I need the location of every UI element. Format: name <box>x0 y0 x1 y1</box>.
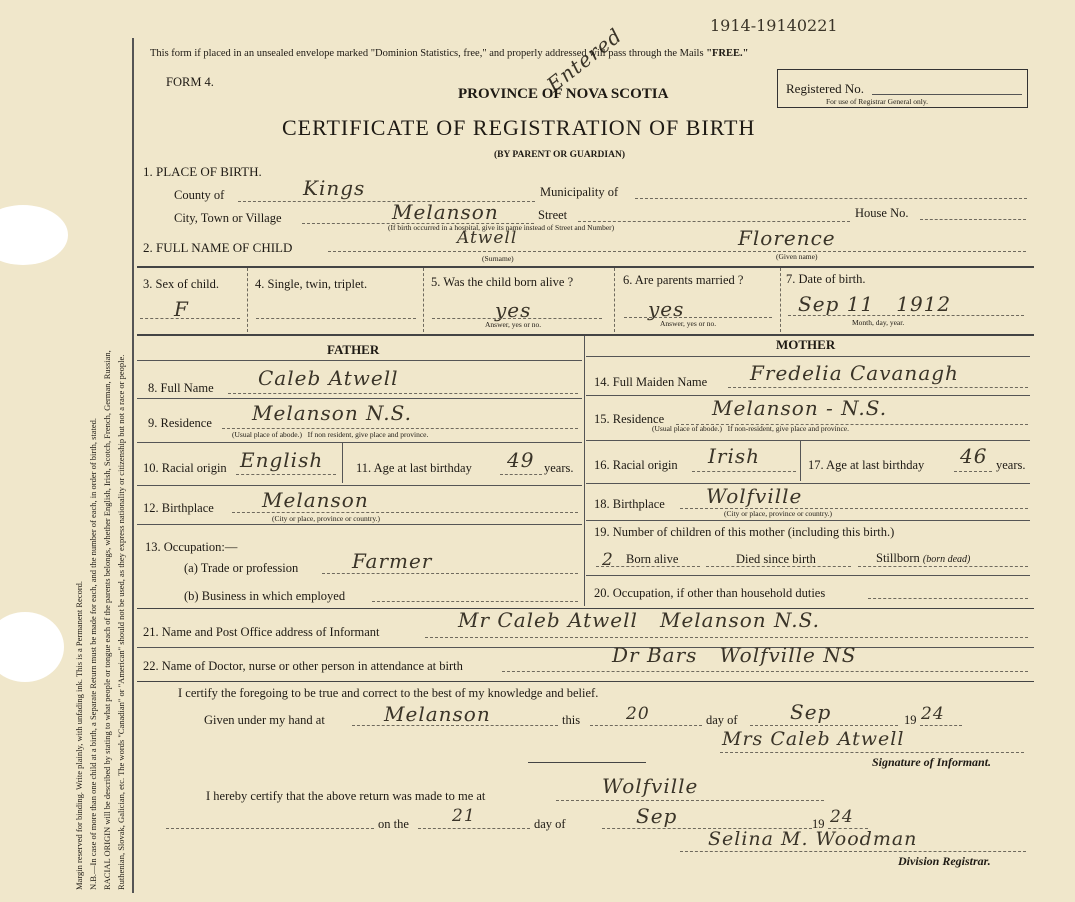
margin-note-racial: RACIAL ORIGIN will be described by stating to what people or tongue each of the parents belongs, whether English, Irish, Scotch, French, German, Russian, <box>102 350 112 890</box>
child-name-label: 2. FULL NAME OF CHILD <box>143 240 293 255</box>
date-of-birth-label: 7. Date of birth. <box>786 272 866 286</box>
mother-residence-label: 15. Residence <box>594 412 665 426</box>
father-heading: FATHER <box>327 342 380 357</box>
stillborn-note: (born dead) <box>922 554 971 565</box>
father-age-value: 49 <box>507 448 535 472</box>
binding-hole-bottom <box>0 612 64 682</box>
father-birthplace-value: Melanson <box>262 488 369 512</box>
mother-birthplace-note: (City or place, province or country.) <box>724 509 833 518</box>
plurality-label: 4. Single, twin, triplet. <box>255 277 368 291</box>
father-age-label: 11. Age at last birthday <box>356 461 472 475</box>
informant-value: Mr Caleb Atwell Melanson N.S. <box>458 608 820 632</box>
doctor-value: Dr Bars Wolfville NS <box>612 643 857 667</box>
mother-children-label: 19. Number of children of this mother (including this birth.) <box>594 525 895 539</box>
sex-label: 3. Sex of child. <box>143 277 220 291</box>
registrar-year-prefix: 19 <box>812 817 825 831</box>
mother-age-value: 46 <box>960 444 988 468</box>
county-value: Kings <box>303 176 366 200</box>
registrar-day-of-label: day of <box>534 817 566 831</box>
stillborn-label <box>876 551 970 566</box>
born-alive-answer: yes <box>495 298 532 322</box>
father-trade-value: Farmer <box>352 549 433 573</box>
father-residence-label: 9. Residence <box>148 416 212 430</box>
given-day-of-label: day of <box>706 713 738 727</box>
city-label: City, Town or Village <box>174 211 282 225</box>
street-label: Street <box>538 208 568 222</box>
margin-note-nb: N.B.—In case of more than one child at a birth, a Separate Return must be made for each, and the number of each, in order of birth, stated. <box>88 417 98 890</box>
surname-note: (Surname) <box>482 254 514 263</box>
born-alive-label: Born alive <box>626 552 679 566</box>
born-alive-count: 2 <box>602 550 614 570</box>
born-alive-question: 5. Was the child born alive ? <box>431 275 574 289</box>
mother-age-label: 17. Age at last birthday <box>808 458 925 472</box>
mother-residence-value: Melanson - N.S. <box>712 396 888 420</box>
father-racial-label: 10. Racial origin <box>143 461 227 475</box>
hospital-note: (If birth occurred in a hospital, give its name instead of Street and Number) <box>388 223 615 232</box>
mail-notice <box>150 48 748 59</box>
given-month-value: Sep <box>790 700 832 724</box>
given-year-prefix: 19 <box>904 713 917 727</box>
registrar-day-value: 21 <box>452 806 476 826</box>
registrar-signature: Selina M. Woodman <box>708 828 918 850</box>
county-label: County of <box>174 188 225 202</box>
registered-note: For use of Registrar General only. <box>826 97 928 106</box>
registrar-month-value: Sep <box>636 804 678 828</box>
registrar-signature-label: Division Registrar. <box>898 854 991 868</box>
child-surname: Atwell <box>457 228 518 248</box>
informant-signature: Mrs Caleb Atwell <box>722 728 905 750</box>
registrar-certification: I hereby certify that the above return was made to me at <box>206 789 486 803</box>
child-given-name: Florence <box>738 226 836 250</box>
mother-racial-value: Irish <box>708 444 761 468</box>
province-title: PROVINCE OF NOVA SCOTIA <box>458 86 669 102</box>
mother-age-years: years. <box>996 458 1026 472</box>
registered-label: Registered No. <box>786 81 864 96</box>
registrar-on-the-label: on the <box>378 817 409 831</box>
city-value: Melanson <box>392 200 499 224</box>
given-name-note: (Given name) <box>776 252 818 261</box>
father-name-label: 8. Full Name <box>148 381 214 395</box>
father-business-label: (b) Business in which employed <box>184 589 346 603</box>
informant-signature-label: Signature of Informant. <box>872 755 992 769</box>
mother-racial-label: 16. Racial origin <box>594 458 678 472</box>
informant-certification: I certify the foregoing to be true and correct to the best of my knowledge and belief. <box>178 686 599 700</box>
given-year-value: 24 <box>921 704 945 724</box>
mother-birthplace-label: 18. Birthplace <box>594 497 665 511</box>
mail-notice-free: "FREE." <box>706 48 749 59</box>
certificate-title: CERTIFICATE OF REGISTRATION OF BIRTH <box>282 115 756 140</box>
given-under-label: Given under my hand at <box>204 713 325 727</box>
house-number-label: House No. <box>855 206 909 220</box>
margin-note-racial-cont: Ruthenian, Slovak, Galician, etc. The words "Canadian" or "American" should not be used, as they express nationality or citizenship but not a race or people. <box>116 354 126 890</box>
entered-stamp: Entered <box>541 23 627 97</box>
registered-box <box>777 69 1028 108</box>
given-this-label: this <box>562 713 581 727</box>
certificate-subtitle: (BY PARENT OR GUARDIAN) <box>494 150 625 160</box>
father-birthplace-note: (City or place, province or country.) <box>272 514 381 523</box>
file-number: 1914-19140221 <box>710 16 838 35</box>
father-age-years: years. <box>544 461 574 475</box>
margin-note-binding: Margin reserved for binding. Write plainly, with unfading ink. This is a Permanent Record. <box>74 580 84 890</box>
father-residence-value: Melanson N.S. <box>252 401 412 425</box>
municipality-label: Municipality of <box>540 185 619 199</box>
mother-occupation-label: 20. Occupation, if other than household duties <box>594 586 826 600</box>
place-of-birth-label: 1. PLACE OF BIRTH. <box>143 164 262 179</box>
mother-name-label: 14. Full Maiden Name <box>594 375 708 389</box>
mother-abode-note: (Usual place of abode.) If non-resident, give place and province. <box>652 424 850 433</box>
doctor-label: 22. Name of Doctor, nurse or other person in attendance at birth <box>143 659 463 673</box>
date-of-birth-value: Sep 11 1912 <box>798 292 952 316</box>
given-place-value: Melanson <box>384 702 491 726</box>
father-abode-note: (Usual place of abode.) If non resident, give place and province. <box>232 430 429 439</box>
parents-married-answer-note: Answer, yes or no. <box>660 319 717 328</box>
sex-value: F <box>174 297 189 321</box>
parents-married-answer: yes <box>648 297 685 321</box>
mother-birthplace-value: Wolfville <box>706 484 803 508</box>
informant-label: 21. Name and Post Office address of Informant <box>143 625 380 639</box>
father-trade-label: (a) Trade or profession <box>184 561 299 575</box>
born-alive-answer-note: Answer, yes or no. <box>485 320 542 329</box>
father-name-value: Caleb Atwell <box>258 366 399 390</box>
date-of-birth-note: Month, day, year. <box>852 318 905 327</box>
registrar-place-value: Wolfville <box>602 774 699 798</box>
died-since-birth-label: Died since birth <box>736 552 816 566</box>
registrar-year-value: 24 <box>830 807 854 827</box>
mail-notice-text: This form if placed in an unsealed envelope marked "Dominion Statistics, free," and properly addressed will pass through the Mails <box>150 48 707 59</box>
father-birthplace-label: 12. Birthplace <box>143 501 214 515</box>
margin-rule <box>132 38 134 893</box>
binding-hole-top <box>0 205 68 265</box>
parents-married-question: 6. Are parents married ? <box>623 273 744 287</box>
father-occupation-label: 13. Occupation:— <box>145 540 238 554</box>
form-number: FORM 4. <box>166 75 214 89</box>
given-day-value: 20 <box>626 704 650 724</box>
stillborn-text: Stillborn <box>876 551 920 565</box>
mother-heading: MOTHER <box>776 337 836 352</box>
mother-name-value: Fredelia Cavanagh <box>750 361 959 385</box>
father-racial-value: English <box>240 448 324 472</box>
